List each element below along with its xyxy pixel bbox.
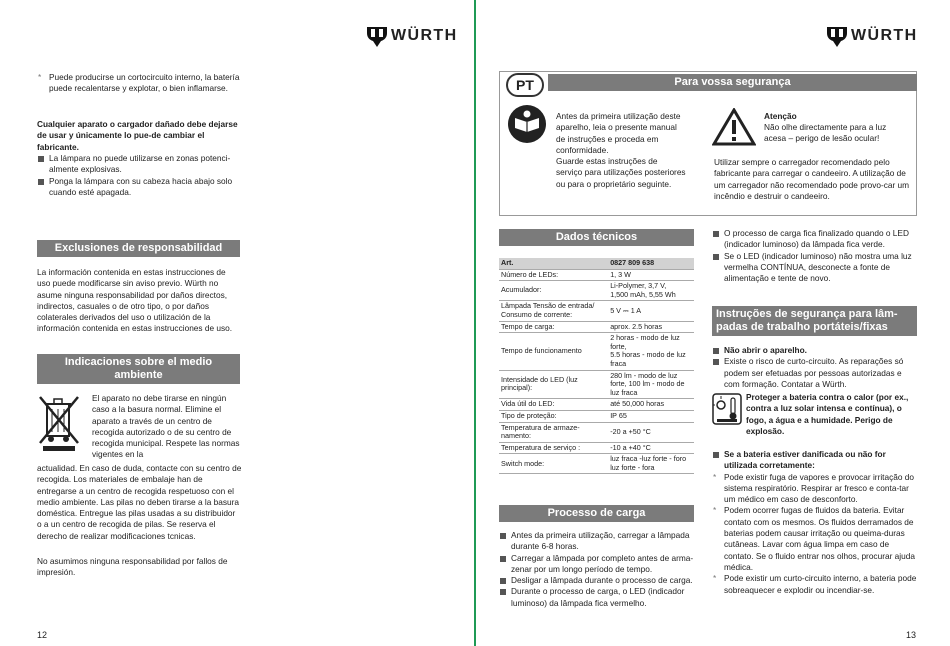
wurth-logo-icon <box>827 25 847 47</box>
section-header-safety-lamps: Instruções de segurança para lâm-padas de trabalho portáteis/fixas <box>712 306 917 336</box>
table-row <box>499 281 694 301</box>
charging-list <box>499 530 699 609</box>
battery-bold: Se a bateria estiver danificada ou não for utilizada corretamente: <box>712 449 917 472</box>
table-cell-label: Intensidade do LED (luz principal): <box>499 370 608 399</box>
table-cell-label: Tempo de funcionamento <box>499 333 608 370</box>
section-header-environment: Indicaciones sobre el medio ambiente <box>37 354 240 384</box>
table-cell-label: Vida útil do LED: <box>499 399 608 411</box>
page-number: 12 <box>37 630 48 640</box>
table-cell-value: aprox. 2.5 horas <box>608 321 694 333</box>
section-header-charging: Processo de carga <box>499 505 694 522</box>
page-left <box>0 0 474 646</box>
table-cell-label: Temperatura de armaze-namento: <box>499 422 608 442</box>
list-item: Carregar a lâmpada por completo antes de arma-zenar por um longo período de tempo. <box>499 553 699 576</box>
table-cell-value: Li-Polymer, 3,7 V, 1,500 mAh, 5,55 Wh <box>608 281 694 301</box>
manual-text: Antes da primeira utilização deste aparelho, leia o presente manual de instruções e proceda em conformidade. Guarde estas instruções de serviço para utilizações posteriores ou para o proprietário seguinte. <box>556 111 686 189</box>
table-cell-value: -10 a +40 °C <box>608 442 694 454</box>
section-header-tech: Dados técnicos <box>499 229 694 246</box>
battery-section <box>712 449 917 596</box>
intro-list <box>37 72 247 95</box>
wurth-logo <box>827 24 919 48</box>
table-row <box>499 321 694 333</box>
list-item: * Puede producirse un cortocircuito interno, la batería puede recalentarse y explotar, o bien inflamarse. <box>37 72 247 95</box>
list-item: O processo de carga fica finalizado quando o LED (indicador luminoso) da lâmpada fica verde. <box>712 228 917 251</box>
table-cell-label: Tipo de proteção: <box>499 410 608 422</box>
environment-body-wrapped: El aparato no debe tirarse en ningún caso a la basura normal. Elimine el aparato a través de un centro de recogida autorizado o de su centro de recogida municipal. Respete las normas vigentes en la <box>92 393 240 460</box>
table-cell-value: -20 a +50 °C <box>608 422 694 442</box>
read-manual-icon <box>507 104 547 144</box>
table-cell-label: Tempo de carga: <box>499 321 608 333</box>
protect-text: Proteger a bateria contra o calor (por ex., contra a luz solar intensa e contínua), o fogo, a água e a humidade. Perigo de explosão. <box>746 392 909 436</box>
wurth-logo <box>367 24 459 48</box>
table-cell-label: Temperatura de serviço : <box>499 442 608 454</box>
table-row <box>499 399 694 411</box>
crossed-bin-icon <box>37 394 81 452</box>
table-cell-value: 0827 809 638 <box>608 258 694 269</box>
table-row <box>499 442 694 454</box>
table-cell-label: Lâmpada Tensão de entrada/ Consumo de corrente: <box>499 301 608 321</box>
table-cell-value: 5 V ⎓ 1 A <box>608 301 694 321</box>
list-item: Durante o processo de carga, o LED (indicador luminoso) da lâmpada fica vermelho. <box>499 586 699 609</box>
table-cell-value: 280 lm - modo de luz forte, 100 lm - modo de luz fraca <box>608 370 694 399</box>
environment-body: actualidad. En caso de duda, contacte con su centro de recogida. Los materiales de embalaje han de entregarse a un centro de recogida respetuoso con el medio ambiente. Las pilas no deben tirarse a la basura doméstica. Entregue las pilas usadas a su distribuidor o a un centro de recogida de pilas. Se reserva el derecho de realizar modificaciones tcnicas. <box>37 463 242 541</box>
attention-title: Atenção <box>764 111 797 121</box>
list-item: * Podem ocorrer fugas de fluidos da bateria. Evitar contato com os mesmos. Os fluidos derramados de baterias podem causar irritação ou queima-duras cutâneas. Lavar com água limpa em caso de contato. Se o fluido entrar nos olhos, procurar ajuda médica. <box>712 505 917 573</box>
safety-lamps-list <box>712 345 917 390</box>
language-badge: PT <box>506 73 544 97</box>
table-row <box>499 410 694 422</box>
table-cell-value: 2 horas - modo de luz forte, 5.5 horas - modo de luz fraca <box>608 333 694 370</box>
table-cell-label: Número de LEDs: <box>499 269 608 281</box>
table-cell-value: IP 65 <box>608 410 694 422</box>
table-row <box>499 454 694 474</box>
list-item: Se o LED (indicador luminoso) não mostra uma luz vermelha CONTÍNUA, desconecte a fonte de alimentação e tente de novo. <box>712 251 917 285</box>
page-number: 13 <box>906 630 917 640</box>
wurth-logo-text: WÜRTH <box>391 27 458 44</box>
section-header-disclaimer: Exclusiones de responsabilidad <box>37 240 240 257</box>
list-item: Ponga la lámpara con su cabeza hacia abajo solo cuando esté apagada. <box>37 176 247 199</box>
table-row <box>499 422 694 442</box>
wurth-logo-icon <box>367 25 387 47</box>
tech-table <box>499 258 694 474</box>
table-cell-label: Art. <box>499 258 608 269</box>
heat-sun-icon <box>712 393 742 425</box>
table-cell-value: luz fraca -luz forte - foro luz forte - fora <box>608 454 694 474</box>
disclaimer-body: La información contenida en estas instrucciones de uso puede modificarse sin aviso previo. Würth no asume ninguna responsabilidad por daños directos, indirectos, casuales o de otro tipo, o por daños colaterales derivados del uso o utilización de la información contenida en estas instrucciones de uso. <box>37 267 233 334</box>
table-row <box>499 269 694 281</box>
warning-list <box>37 153 247 198</box>
list-item: Existe o risco de curto-circuito. As reparações só podem ser efetuadas por pessoas autorizadas e com formação. Contatar a Würth. <box>712 356 917 390</box>
table-row <box>499 370 694 399</box>
list-item: Antes da primeira utilização, carregar a lâmpada durante 6-8 horas. <box>499 530 699 553</box>
list-item: * Pode existir fuga de vapores e provocar irritação do sistema respiratório. Respirar ar fresco e conta-tar um médico em caso de desconforto. <box>712 472 917 506</box>
list-item: La lámpara no puede utilizarse en zonas potenci-almente explosivas. <box>37 153 247 176</box>
table-cell-value: 1, 3 W <box>608 269 694 281</box>
table-cell-label: Switch mode: <box>499 454 608 474</box>
attention-text: Não olhe directamente para a luz acesa – perigo de lesão ocular! <box>764 122 887 144</box>
wurth-logo-text: WÜRTH <box>851 27 918 44</box>
table-cell-label: Acumulador: <box>499 281 608 301</box>
list-item: Desligar a lâmpada durante o processo de carga. <box>499 575 699 586</box>
table-row <box>499 258 694 269</box>
list-item: * Pode existir um curto-circuito interno, a bateria pode sobreaquecer e explodir ou incendiar-se. <box>712 573 917 596</box>
warning-bold: Cualquier aparato o cargador dañado debe dejarse de usar y únicamente lo pue-de cambiar el fabricante. <box>37 119 238 152</box>
section-header-safety: Para vossa segurança <box>548 74 917 91</box>
table-row <box>499 301 694 321</box>
warning-triangle-icon <box>712 108 756 146</box>
table-cell-value: até 50,000 horas <box>608 399 694 411</box>
table-row <box>499 333 694 370</box>
list-item: Não abrir o aparelho. <box>712 345 917 356</box>
charger-text: Utilizar sempre o carregador recomendado pelo fabricante para carregar o candeeiro. A utilização de um carregador não recomendado pode provo-car um incêndio e destruir o candeeiro. <box>714 157 910 201</box>
environment-footer: No asumimos ninguna responsabilidad por fallos de impresión. <box>37 556 228 578</box>
page-right <box>476 0 950 646</box>
charging-continued-list <box>712 228 917 284</box>
